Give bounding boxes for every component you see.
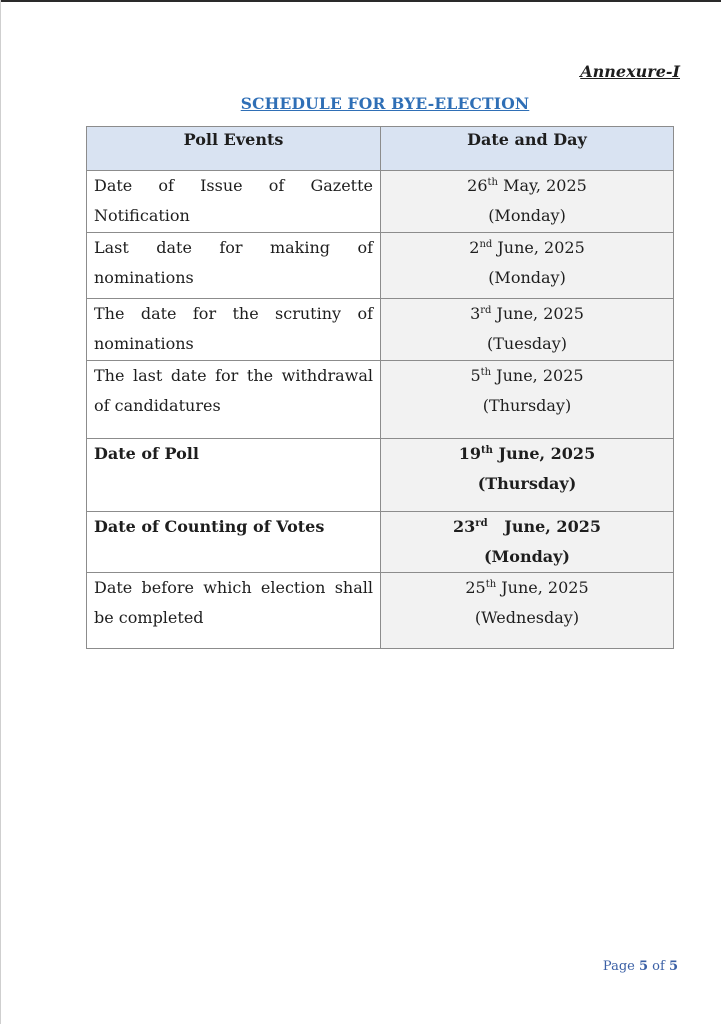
date-month-year: June, 2025 bbox=[496, 578, 589, 597]
date-month-year: June, 2025 bbox=[491, 304, 584, 323]
day-of-week: (Monday) bbox=[488, 206, 566, 225]
date-cell bbox=[381, 439, 674, 512]
date-suffix: th bbox=[487, 177, 498, 188]
date-day-number: 23 bbox=[453, 517, 476, 536]
date-suffix: nd bbox=[479, 239, 493, 250]
date-month-year: June, 2025 bbox=[492, 444, 596, 463]
date-day-number: 2 bbox=[469, 238, 480, 257]
table-row bbox=[87, 233, 674, 299]
current-page-number: 5 bbox=[638, 959, 649, 974]
table-row bbox=[87, 512, 674, 573]
date-month-year: May, 2025 bbox=[498, 176, 587, 195]
date-cell bbox=[381, 361, 674, 439]
page-left-border bbox=[0, 0, 1, 1024]
date-cell bbox=[381, 299, 674, 361]
day-of-week: (Thursday) bbox=[482, 396, 572, 415]
event-cell: Date before which election shall be completed bbox=[87, 573, 381, 649]
date-month-year: June, 2025 bbox=[492, 238, 585, 257]
date-day-number: 19 bbox=[458, 444, 482, 463]
day-of-week: (Tuesday) bbox=[487, 334, 567, 353]
date-cell bbox=[381, 573, 674, 649]
table-row bbox=[87, 171, 674, 233]
schedule-table bbox=[86, 126, 674, 649]
date-suffix: rd bbox=[480, 305, 492, 316]
day-of-week: (Monday) bbox=[488, 268, 566, 287]
date-suffix: rd bbox=[475, 518, 488, 529]
event-cell: The last date for the withdrawal of candidatures bbox=[87, 361, 381, 439]
date-month-year: June, 2025 bbox=[487, 517, 601, 536]
event-cell: Date of Issue of Gazette Notification bbox=[87, 171, 381, 233]
total-pages-number: 5 bbox=[668, 959, 678, 974]
event-cell: Date of Counting of Votes bbox=[87, 512, 381, 573]
day-of-week: (Monday) bbox=[483, 547, 570, 566]
page-word: Page bbox=[602, 959, 635, 974]
table-header-row bbox=[87, 127, 674, 171]
table-row bbox=[87, 439, 674, 512]
column-header-date-and-day: Date and Day bbox=[381, 127, 674, 171]
date-suffix: th bbox=[485, 579, 497, 590]
date-day-number: 25 bbox=[465, 578, 486, 597]
event-cell: The date for the scrutiny of nominations bbox=[87, 299, 381, 361]
date-suffix: th bbox=[481, 445, 493, 456]
date-day-number: 5 bbox=[470, 366, 481, 385]
event-cell: Last date for making of nominations bbox=[87, 233, 381, 299]
page-top-border bbox=[0, 0, 721, 2]
event-cell: Date of Poll bbox=[87, 439, 381, 512]
of-word: of bbox=[652, 959, 665, 974]
table-row bbox=[87, 299, 674, 361]
page-number-footer bbox=[603, 959, 678, 974]
table-row bbox=[87, 573, 674, 649]
document-title: SCHEDULE FOR BYE-ELECTION bbox=[240, 94, 530, 113]
date-suffix: th bbox=[480, 367, 492, 378]
column-header-poll-events: Poll Events bbox=[87, 127, 381, 171]
annexure-label: Annexure-I bbox=[580, 62, 680, 81]
table-row bbox=[87, 361, 674, 439]
date-day-number: 3 bbox=[470, 304, 481, 323]
date-cell bbox=[381, 233, 674, 299]
date-cell bbox=[381, 512, 674, 573]
day-of-week: (Thursday) bbox=[477, 474, 577, 493]
date-month-year: June, 2025 bbox=[491, 366, 584, 385]
date-day-number: 26 bbox=[467, 176, 488, 195]
date-cell bbox=[381, 171, 674, 233]
day-of-week: (Wednesday) bbox=[474, 608, 580, 627]
